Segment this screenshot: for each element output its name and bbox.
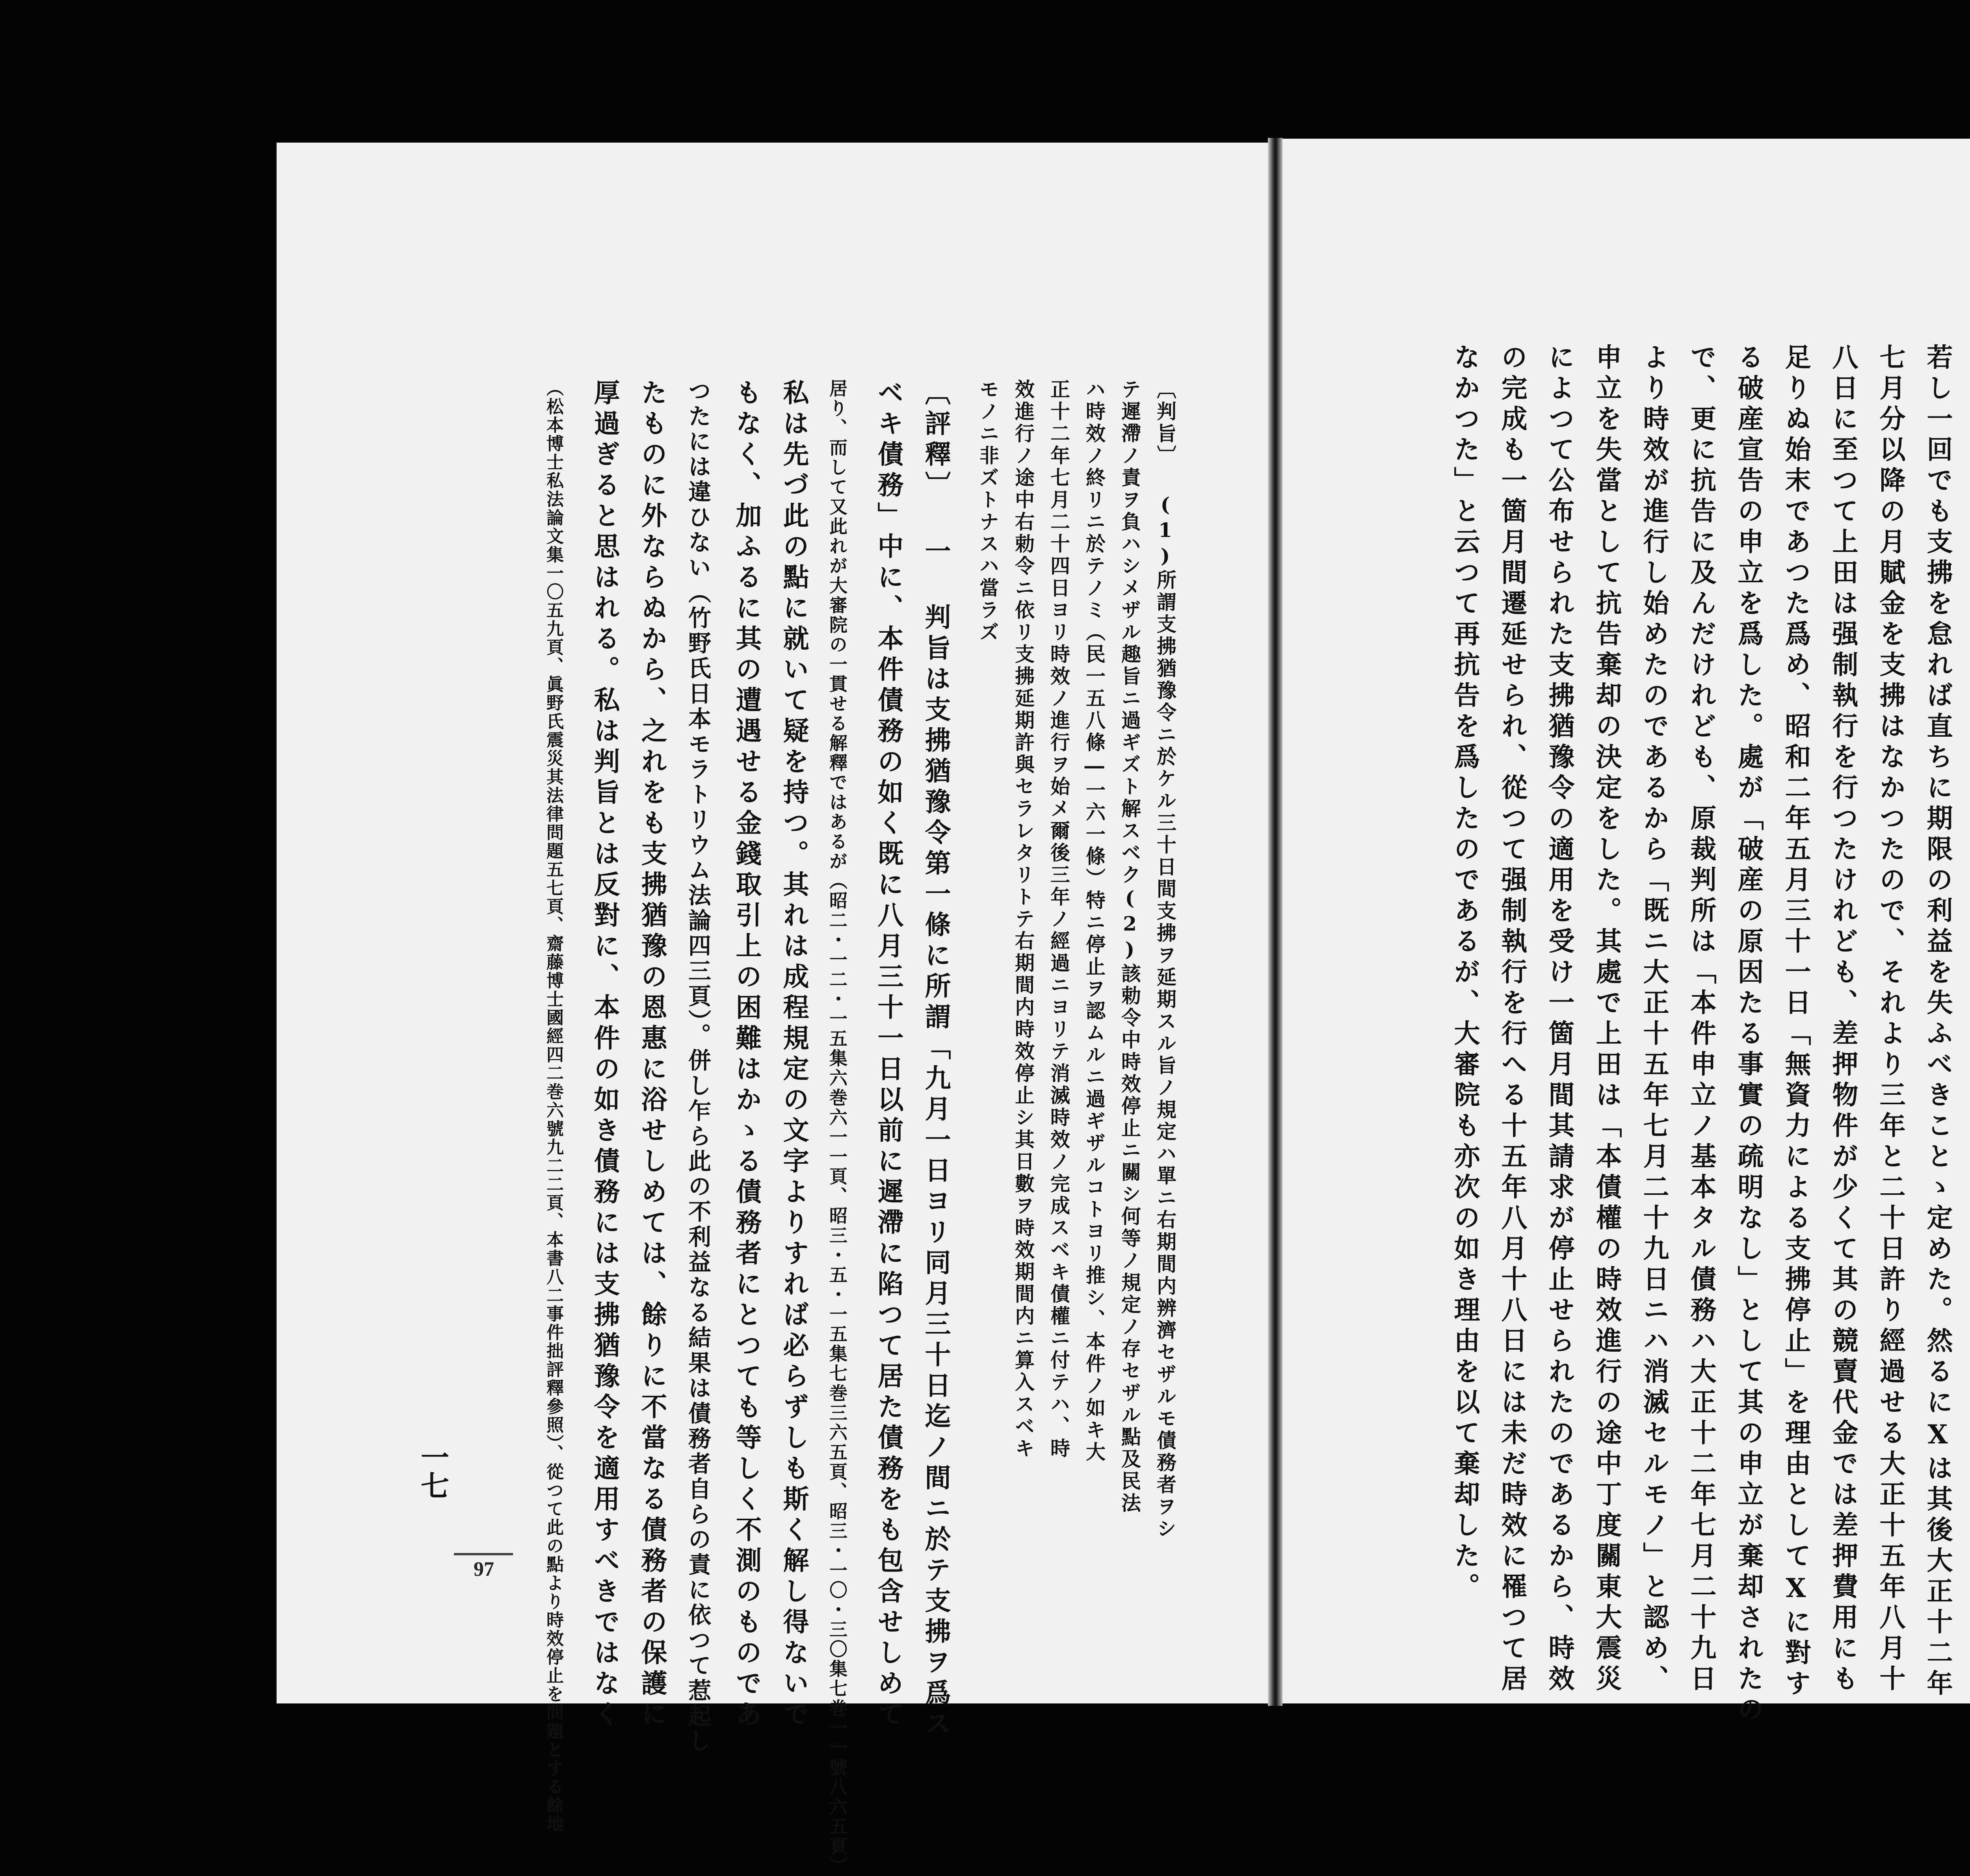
right-page <box>1282 139 1970 1726</box>
divider <box>454 1553 513 1555</box>
text-column: 申立を失當として抗告棄却の決定をした。其處で上田は「本債權の時效進行の途中丁度關東大震災 <box>1591 344 1622 1696</box>
text-column: つたには違ひない（竹野氏日本モラトリウム法論四三頁）。併し乍ら此の不利益なる結果は債務者自らの責に依つて惹起し <box>684 379 711 1754</box>
text-column: 正十二年七月二十四日ヨリ時效ノ進行ヲ始メ爾後三年ノ經過ニヨリテ消滅時效ノ完成スベキ債權ニ付テハ、時 <box>1047 379 1070 1460</box>
text-column: ベキ債務」中に、本件債務の如く既に八月三十一日以前に遲滯に陷つて居た債務をも包含せしめて <box>873 379 904 1731</box>
text-column: もなく、加ふるに其の遭遇せる金錢取引上の困難はかゝる債務者にとつても等しく不測のものであ <box>731 379 762 1731</box>
text-column: の完成も一箇月間遷延せられ、從つて强制執行を行へる十五年八月十八日には未だ時效に罹つて居 <box>1497 344 1528 1696</box>
text-column: モノニ非ズトナスハ當ラズ <box>976 379 1000 644</box>
text-column: たものに外ならぬから、之れをも支拂猶豫の恩惠に浴せしめては、餘りに不當なる債務者の保護に <box>637 379 667 1731</box>
book-gutter <box>1268 138 1282 1706</box>
text-column: （松本博士私法論文集一〇五九頁、眞野氏震災其法律問題五七頁、齋藤博士國經四二巻六號九二二頁、本書八二事件拙評釋參照）、從つて此の點より時效停止を問題とする餘地 <box>543 379 563 1833</box>
text-column: より時效が進行し始めたのであるから「既ニ大正十五年七月二十九日ニハ消滅セルモノ」と認め、 <box>1639 344 1669 1696</box>
text-column: 厚過ぎると思はれる。私は判旨とは反對に、本件の如き債務には支拂猶豫令を適用すべきではなく <box>589 379 620 1731</box>
page-number-text: 97 <box>474 1558 494 1581</box>
text-column: 七月分以降の月賦金を支拂はなかつたので、それより三年と二十日許り經過せる大正十五年八月十 <box>1875 344 1906 1696</box>
left-page <box>277 143 1268 1876</box>
text-column: テ遲滯ノ責ヲ負ハシメザル趣旨ニ過ギズト解スベク(2)該勅令中時效停止ニ關シ何等ノ規定ノ存セザル點及民法 <box>1118 379 1141 1515</box>
text-column: 若し一回でも支拂を怠れば直ちに期限の利益を失ふべきことゝ定めた。然るにXは其後大正十二年 <box>1922 344 1953 1700</box>
page-number <box>454 1553 513 1581</box>
text-column: 足りぬ始末であつた爲め、昭和二年五月三十一日「無資力による支拂停止」を理由としてXに對す <box>1780 344 1811 1700</box>
text-column: によつて公布せられた支拂猶豫令の適用を受け一箇月間其請求が停止せられたのであるから、時效 <box>1544 344 1575 1696</box>
text-column: る破産宣告の申立を爲した。處が「破産の原因たる事實の疏明なし」として其の申立が棄却されたの <box>1733 344 1764 1726</box>
text-column: 效進行ノ途中右勅令ニ依リ支拂延期許與セラレタリトテ右期間内時效停止シ其日數ヲ時效期間内ニ算入スベキ <box>1012 379 1035 1460</box>
text-column: なかつた」と云つて再抗告を爲したのであるが、大審院も亦次の如き理由を以て棄却した。 <box>1450 344 1480 1603</box>
text-column: 居り、而して又此れが大審院の一貫せる解釋ではあるが（昭二・一二・一五集六巻六一一頁、昭三・五・一五集七巻三六五頁、昭三・一〇・三〇集七巻一一號八六五頁） <box>827 379 848 1876</box>
text-column: 私は先づ此の點に就いて疑を持つ。其れは成程規定の文字よりすれば必らずしも斯く解し得ないで <box>779 379 809 1731</box>
text-column: 八日に至つて上田は强制執行を行つたけれども、差押物件が少くて其の競賣代金では差押費用にも <box>1828 344 1858 1696</box>
text-column: で、更に抗告に及んだけれども、原裁判所は「本件申立ノ基本タル債務ハ大正十二年七月二十九日 <box>1686 344 1717 1696</box>
text-column: ハ時效ノ終リニ於テノミ（民一五八條―一六一條）特ニ停止ヲ認ムルニ過ギザルコトヨリ推シ、本件ノ如キ大 <box>1083 379 1106 1464</box>
running-head: 一七 <box>416 1443 450 1499</box>
text-column: 〔判旨〕 (1)所謂支拂猶豫令ニ於ケル三十日間支拂ヲ延期スル旨ノ規定ハ單ニ右期間内辨濟セザルモ債務者ヲシ <box>1154 379 1177 1540</box>
text-column: 〔評釋〕 一 判旨は支拂猶豫令第一條に所謂「九月一日ヨリ同月三十日迄ノ間ニ於テ支拂ヲ爲ス <box>920 379 951 1740</box>
